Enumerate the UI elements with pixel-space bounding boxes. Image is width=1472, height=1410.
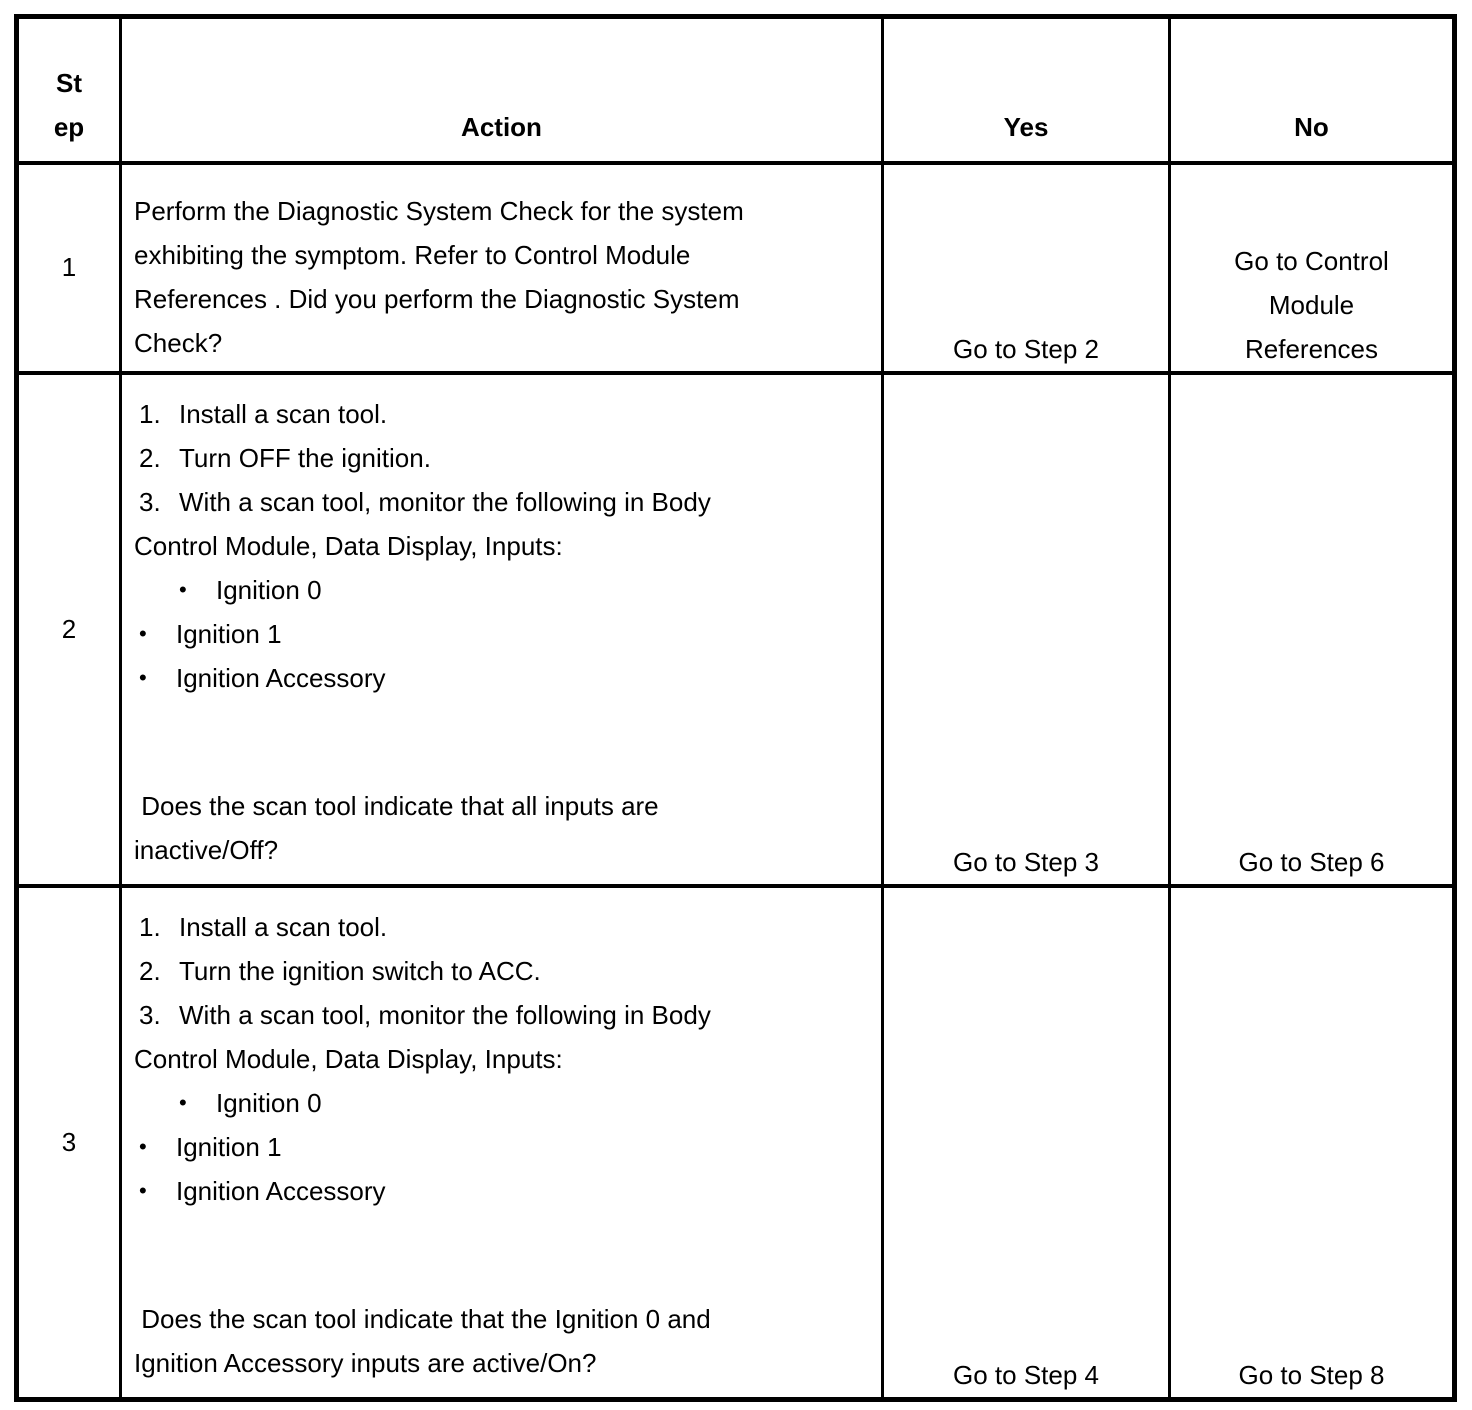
header-yes: Yes [883,17,1170,163]
numbered-item [122,905,881,949]
bullet-icon: • [179,576,187,602]
header-no: No [1170,17,1455,163]
no-value-line: References [1245,333,1378,364]
bullet-icon: • [179,1089,187,1115]
list-number: 3. [139,486,161,517]
bullet-icon: • [139,1133,147,1159]
yes-value: Go to Step 3 [953,846,1099,877]
header-step-line1: St [56,67,82,98]
list-number: 2. [139,955,161,986]
numbered-item [122,949,881,993]
bullet-item [122,568,881,612]
yes-cell [883,163,1170,373]
list-number: 1. [139,911,161,942]
step-number [17,886,121,1400]
bullet-item-text: Ignition Accessory [176,1175,386,1206]
bullet-item [122,612,881,656]
table-row-step-3 [17,886,1455,1400]
no-value-line: Go to Control [1234,245,1389,276]
continuation-line: Control Module, Data Display, Inputs: [134,530,563,561]
numbered-item-text: Install a scan tool. [179,911,388,942]
table-row-step-1 [17,163,1455,373]
no-value: Go to Step 8 [1238,1360,1385,1390]
numbered-item-text: Turn the ignition switch to ACC. [179,955,541,986]
step-number [17,163,121,373]
question-line: Does the scan tool indicate that all inputs are [134,790,659,821]
no-cell [1170,886,1455,1400]
no-cell [1170,373,1455,886]
question-line: Does the scan tool indicate that the Ignition 0 and [134,1303,711,1334]
header-step-line2: ep [53,111,85,142]
bullet-item [122,1169,881,1213]
numbered-item-text: With a scan tool, monitor the following in Body [179,999,711,1030]
numbered-item [122,436,881,480]
numbered-item [122,392,881,436]
yes-value: Go to Step 4 [953,1360,1099,1390]
bullet-item-text: Ignition 0 [216,1087,322,1118]
spacer [122,700,881,784]
action-line: Perform the Diagnostic System Check for the system [134,195,744,226]
bullet-item [122,1125,881,1169]
numbered-item-text: Turn OFF the ignition. [179,442,431,473]
bullet-item [122,656,881,700]
header-step [17,17,121,163]
yes-value: Go to Step 2 [953,333,1099,364]
bullet-item-text: Ignition Accessory [176,662,386,693]
action-cell [121,163,883,373]
step-number-text: 1 [61,252,77,282]
question-line: inactive/Off? [134,834,279,865]
action-line: Check? [134,327,223,358]
step-number [17,373,121,886]
no-value: Go to Step 6 [1238,846,1385,877]
no-cell [1170,163,1455,373]
no-value-line: Module [1268,289,1355,320]
action-line: References . Did you perform the Diagnostic System [134,283,740,314]
question-line: Ignition Accessory inputs are active/On? [134,1347,597,1378]
action-line: exhibiting the symptom. Refer to Control Module [134,239,691,270]
list-number: 1. [139,398,161,429]
spacer [122,1213,881,1297]
bullet-item-text: Ignition 1 [176,618,282,649]
table-row-step-2 [17,373,1455,886]
table-header-row [17,17,1455,163]
numbered-item-text: Install a scan tool. [179,398,388,429]
bullet-icon: • [139,664,147,690]
continuation-line: Control Module, Data Display, Inputs: [134,1043,563,1074]
numbered-item [122,480,881,524]
bullet-item-text: Ignition 0 [216,574,322,605]
action-cell [121,373,883,886]
list-number: 3. [139,999,161,1030]
header-action: Action [121,17,883,163]
action-cell [121,886,883,1400]
numbered-item [122,993,881,1037]
numbered-item-text: With a scan tool, monitor the following in Body [179,486,711,517]
diagnostic-table [14,14,1457,1402]
bullet-item-text: Ignition 1 [176,1131,282,1162]
list-number: 2. [139,442,161,473]
yes-cell [883,373,1170,886]
bullet-icon: • [139,620,147,646]
yes-cell [883,886,1170,1400]
bullet-icon: • [139,1177,147,1203]
step-number-text: 2 [61,613,77,644]
bullet-item [122,1081,881,1125]
step-number-text: 3 [61,1126,77,1157]
